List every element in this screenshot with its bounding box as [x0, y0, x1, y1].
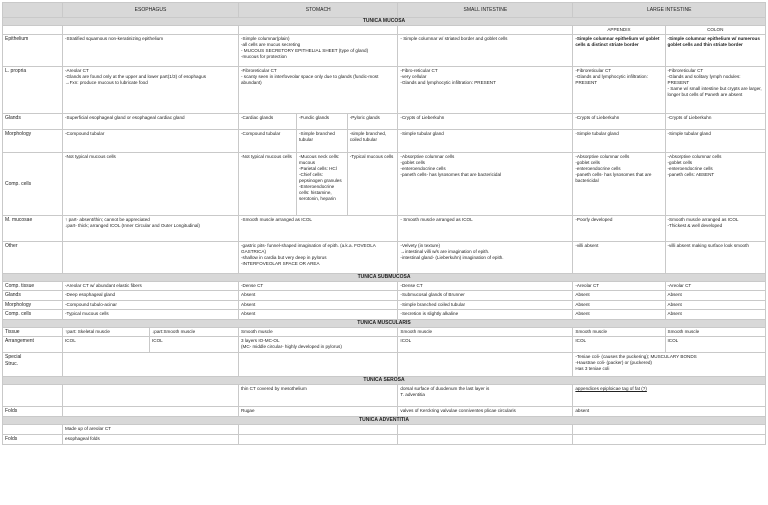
sto-mmucosae: -Smooth muscle arranged as ICOL: [239, 215, 398, 241]
label-sub-morphology: Morphology: [3, 300, 63, 310]
row-epithelium: [3, 34, 766, 66]
col-other: -villi absent making surface look smooth: [665, 241, 766, 273]
app-sub-morphology: Absent: [573, 300, 665, 310]
si-mus-tissue: Smooth muscle: [398, 327, 573, 337]
row-other: [3, 241, 766, 273]
sto-fundic-glands: -Fundic glands: [296, 113, 347, 129]
label-glands: Glands: [3, 113, 63, 129]
app-sub-comptissue: -Areolar CT: [573, 281, 665, 291]
label-folds: Folds: [3, 407, 63, 417]
section-muscularis: TUNICA MUSCULARIS: [3, 319, 766, 327]
col-epithelium: -Simple columnar epithelium w/ numerous goblet cells and thin striate border: [665, 34, 766, 66]
row-sub-glands: [3, 291, 766, 301]
si-folds: valves of Kerckring valvulae conniventes plicae circularis: [398, 407, 573, 417]
row-special-structures: [3, 353, 766, 377]
col-mus-tissue: Smooth muscle: [665, 327, 766, 337]
app-epithelium: -Simple columnar epithelium w/ goblet cells & distinct striate border: [573, 34, 665, 66]
row-lpropria: [3, 66, 766, 113]
eso-sub-glands: -Deep esophageal gland: [63, 291, 239, 301]
app-compcells: -Absorptive columnar cells -goblet cells -enteroendocrine cells -paneth cells- has lysosomes that are bactericidal: [573, 152, 665, 215]
app-other: -villi absent: [573, 241, 665, 273]
large-special-structures: -Teniae coli- (causes the puckering); MUSCULARY BONDS -Haustrae coli- (packer) or (puckered) Has 3 teniae coli: [573, 353, 766, 377]
row-serosa: [3, 385, 766, 407]
eso-low-tissue: ↓part:Smooth muscle: [149, 327, 238, 337]
label-epithelium: Epithelium: [3, 34, 63, 66]
col-compcells: -Absorptive columnar cells -goblet cells -enteroendocrine cells -paneth cells: ABSENT: [665, 152, 766, 215]
sto-pyloric-glands: -Pyloric glands: [347, 113, 398, 129]
sto-folds: Rugae: [239, 407, 398, 417]
row-compcells: [3, 152, 766, 215]
row-glands: [3, 113, 766, 129]
col-sub-compcells: Absent: [665, 310, 766, 320]
eso-up-arrangement: ICOL: [63, 337, 150, 353]
sto-lpropria: -Fibroreticular CT - scanty seen in interfoveolar space only due to glands (fundic-most abundant): [239, 66, 398, 113]
sto-cardiac-compcells: -Not typical mucous cells: [239, 152, 297, 215]
col-lpropria: -Fibroreticular CT -Glands and solitary lymph nodules: PRESENT - Same w/ small intestine but crypts are larger, longer but cells of Paneth are absent: [665, 66, 766, 113]
sto-cardiac-morphology: -Compound tubular: [239, 129, 297, 152]
si-sub-compcells: -Secretion is slightly alkaline: [398, 310, 573, 320]
header-small-intestine: SMALL INTESTINE: [398, 3, 573, 18]
section-submucosa: TUNICA SUBMUCOSA: [3, 273, 766, 281]
row-sub-morphology: [3, 300, 766, 310]
sto-sub-compcells: Absent: [239, 310, 398, 320]
si-compcells: -Absorptive columnar cells -goblet cells -enteroendocrine cells -paneth cells- has lysosomes that are bactericidal: [398, 152, 573, 215]
row-adventitia: [3, 425, 766, 435]
section-mucosa: TUNICA MUCOSA: [3, 18, 766, 26]
sto-sub-glands: Absent: [239, 291, 398, 301]
row-mus-tissue: [3, 327, 766, 337]
eso-low-arrangement: ICOL: [149, 337, 238, 353]
col-morphology: -Simple tubular gland: [665, 129, 766, 152]
section-serosa: TUNICA SEROSA: [3, 377, 766, 385]
app-arrangement: ICOL: [573, 337, 665, 353]
subheader-row: [3, 26, 766, 35]
col-sub-comptissue: -Areolar CT: [665, 281, 766, 291]
si-serosa: dorsal surface of duodenum the last layer is T. adventitia: [398, 385, 573, 407]
label-mmucosae: M. mucosae: [3, 215, 63, 241]
app-mus-tissue: Smooth muscle: [573, 327, 665, 337]
sto-pyloric-compcells: -Typical mucous cells: [347, 152, 398, 215]
si-sub-comptissue: -Dense CT: [398, 281, 573, 291]
label-adventitia-folds: Folds: [3, 435, 63, 445]
col-arrangement: ICOL: [665, 337, 766, 353]
si-mmucosae: - Smooth muscle arranged as ICOL: [398, 215, 573, 241]
row-sub-compcells: [3, 310, 766, 320]
label-comptissue: Comp. tissue: [3, 281, 63, 291]
eso-epithelium: -Stratified squamous non-keratinizing epithelium: [63, 34, 239, 66]
eso-adventitia-folds: esophageal folds: [63, 435, 239, 445]
header-large-intestine: LARGE INTESTINE: [573, 3, 766, 18]
sto-serosa: thin CT covered by mesothelium: [239, 385, 398, 407]
row-mus-arrangement: [3, 337, 766, 353]
eso-morphology: -Compound tubular: [63, 129, 239, 152]
row-sub-comptissue: [3, 281, 766, 291]
si-morphology: -Simple tubular gland: [398, 129, 573, 152]
app-glands: -Crypts of Lieberkuhn: [573, 113, 665, 129]
sto-sub-morphology: Absent: [239, 300, 398, 310]
app-morphology: -Simple tubular gland: [573, 129, 665, 152]
si-other: -Velvety (in texture) →intestinal villi w/s are imagination of epith. -intestinal gland- (Lieberkuhn) imagination of epith.: [398, 241, 573, 273]
label-arrangement: Arrangement: [3, 337, 63, 353]
si-epithelium: - Simple columnar w/ striated border and goblet cells: [398, 34, 573, 66]
label-sub-glands: Glands: [3, 291, 63, 301]
sto-cardiac-glands: -Cardiac glands: [239, 113, 297, 129]
header-colon: COLON: [665, 26, 766, 35]
sto-sub-comptissue: -Dense CT: [239, 281, 398, 291]
col-glands: -Crypts of Lieberkuhn: [665, 113, 766, 129]
sto-arrangement: 3 layers IO-MC-OL (MC- middle circular- highly developed in pylorus): [239, 337, 398, 353]
si-sub-morphology: -Simple branched coiled tubular: [398, 300, 573, 310]
app-lpropria: -Fibroreticular CT -Glands and lymphocytic infiltration: PRESENT: [573, 66, 665, 113]
label-lpropria: L. propria: [3, 66, 63, 113]
si-arrangement: ICOL: [398, 337, 573, 353]
header-stomach: STOMACH: [239, 3, 398, 18]
eso-compcells: -Not typical mucous cells: [63, 152, 239, 215]
label-morphology: Morphology: [3, 129, 63, 152]
sto-other: -gastric pits- funnel-shaped imagination of epith. (a.k.a. FOVEOLA GASTRICA) -shallow in cardia but very deep in pylorus -INTERFOVEOLAR SPACE OR AREA: [239, 241, 398, 273]
eso-mmucosae: ↑ part- absent/thin; cannot be appreciated ↓part- thick; arranged ICOL (Inner Circular and Outer Longitudinal): [63, 215, 239, 241]
label-sub-compcells: Comp. cells: [3, 310, 63, 320]
large-serosa: appendices epiploicae tag of fat (?): [573, 385, 766, 407]
app-sub-compcells: Absent: [573, 310, 665, 320]
row-mmucosae: [3, 215, 766, 241]
app-mmucosae: -Poorly developed: [573, 215, 665, 241]
label-other: Other: [3, 241, 63, 273]
col-sub-glands: Absent: [665, 291, 766, 301]
eso-sub-compcells: -Typical mucous cells: [63, 310, 239, 320]
header-appendix: APPENDIX: [573, 26, 665, 35]
large-folds: absent: [573, 407, 766, 417]
eso-adventitia: Made up of areolar CT: [63, 425, 239, 435]
row-morphology: [3, 129, 766, 152]
eso-glands: -Superficial esophageal gland or esophageal cardiac gland: [63, 113, 239, 129]
sto-fundic-morphology: -Simple branched tubular: [296, 129, 347, 152]
eso-sub-morphology: -Compound tubulo-acinar: [63, 300, 239, 310]
si-sub-glands: -Submucosal glands of Brunner: [398, 291, 573, 301]
label-compcells: Comp. cells: [3, 152, 63, 215]
sto-epithelium: -Simple columnar(plain) -all cells are mucus secreting - MUCOUS SECRETORY EPITHELIAL SHEET (type of gland) -mucous for protection: [239, 34, 398, 66]
histology-table: [2, 2, 766, 445]
eso-up-tissue: ↑part: Skeletal muscle: [63, 327, 150, 337]
organ-header-row: [3, 3, 766, 18]
col-sub-morphology: Absent: [665, 300, 766, 310]
row-serosa-folds: [3, 407, 766, 417]
label-special-structures: Special Struc.: [3, 353, 63, 377]
sto-mus-tissue: Smooth muscle: [239, 327, 398, 337]
si-glands: -Crypts of Lieberkuhn: [398, 113, 573, 129]
col-mmucosae: -Smooth muscle arranged as ICOL -Thickest & well developed: [665, 215, 766, 241]
label-tissue: Tissue: [3, 327, 63, 337]
eso-sub-comptissue: -Areolar CT w/ abundant elastic fibers: [63, 281, 239, 291]
section-adventitia: TUNICA ADVENTITIA: [3, 417, 766, 425]
sto-pyloric-morphology: -simple branched, coiled tubular: [347, 129, 398, 152]
header-esophagus: ESOPHAGUS: [63, 3, 239, 18]
app-sub-glands: Absent: [573, 291, 665, 301]
row-adventitia-folds: [3, 435, 766, 445]
eso-lpropria: -Areolar CT -Glands are found only at the upper and lower part(1/3) of esophagus →Fxn: produce mucous to lubricate food: [63, 66, 239, 113]
si-lpropria: -Fibro-reticular CT -very cellular -Glands and lymphocytic infiltration: PRESENT: [398, 66, 573, 113]
sto-fundic-compcells: -Mucous neck cells: mucous -Parietal cells: HCl -Chief cells: pepsinogen granules -Enteroendocrine cells: histamine, serotonin, heparin: [296, 152, 347, 215]
